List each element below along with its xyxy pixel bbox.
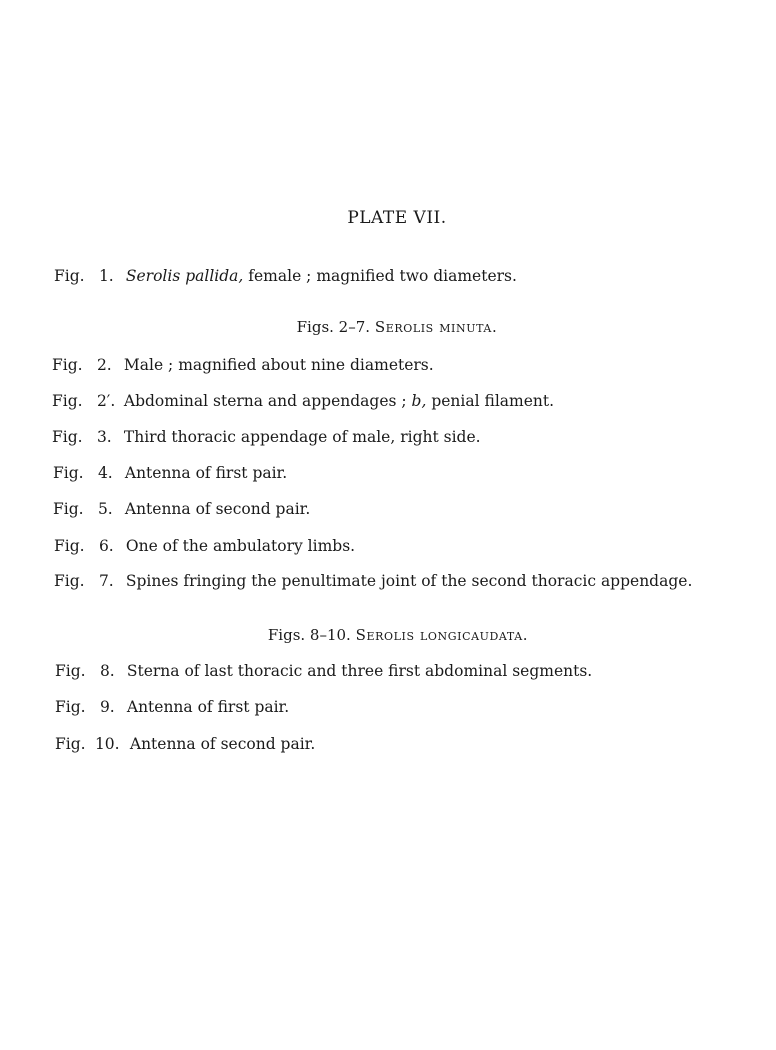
fig-label: Fig. [54,267,85,285]
fig-caption: female ; magnified two diameters. [243,267,517,285]
fig-entry-1 [54,267,517,285]
fig-number: 2. [96,356,112,374]
section-heading-serolis-longicaudata [0,626,776,644]
fig-caption: Male ; magnified about nine diameters. [123,356,434,374]
fig-caption: Antenna of first pair. [124,464,288,482]
fig-entry-5 [53,500,310,518]
fig-label: Fig. [54,572,85,590]
fig-entry-2-prime [52,392,554,410]
fig-label: Fig. [55,698,86,716]
fig-label: Fig. [52,428,83,446]
fig-caption: Third thoracic appendage of male, right side. [123,428,481,446]
fig-number: 6. [98,537,114,555]
fig-caption: Antenna of second pair. [129,735,316,753]
fig-entry-9 [55,698,289,716]
fig-entry-10 [55,735,315,753]
fig-number: 9. [99,698,115,716]
fig-label: Fig. [53,500,84,518]
section-heading-serolis-minuta [0,318,776,336]
fig-label: Fig. [52,356,83,374]
fig-entry-8 [55,662,592,680]
section-species: Serolis longicaudata. [355,626,529,644]
fig-entry-3 [52,428,481,446]
fig-label: Fig. [55,662,86,680]
fig-number: 10. [94,735,120,753]
fig-entry-6 [54,537,355,555]
section-species: Serolis minuta. [374,318,498,336]
fig-entry-4 [53,464,287,482]
fig-caption: Abdominal sterna and appendages ; [123,392,412,410]
fig-caption: Spines fringing the penultimate joint of the second thoracic appendage. [125,572,693,590]
fig-number: 3. [96,428,112,446]
fig-caption-italic: b, [411,392,427,410]
fig-number: 5. [97,500,113,518]
fig-caption: Sterna of last thoracic and three first abdominal segments. [126,662,593,680]
fig-label: Fig. [52,392,83,410]
fig-entry-7 [54,572,692,590]
fig-label: Fig. [53,464,84,482]
fig-number: 1. [98,267,114,285]
section-figure-range: Figs. 8–10. [267,626,351,644]
fig-caption: One of the ambulatory limbs. [125,537,356,555]
fig-caption: Antenna of second pair. [124,500,311,518]
section-figure-range: Figs. 2–7. [296,318,371,336]
fig-entry-2 [52,356,434,374]
fig-label: Fig. [55,735,86,753]
fig-number: 2′. [96,392,116,410]
plate-title: PLATE VII. [347,208,447,228]
fig-number: 4. [97,464,113,482]
fig-number: 8. [99,662,115,680]
fig-label: Fig. [54,537,85,555]
species-name: Serolis pallida, [125,267,244,285]
fig-caption: Antenna of first pair. [126,698,290,716]
fig-caption-rest: penial filament. [426,392,555,410]
fig-number: 7. [98,572,114,590]
